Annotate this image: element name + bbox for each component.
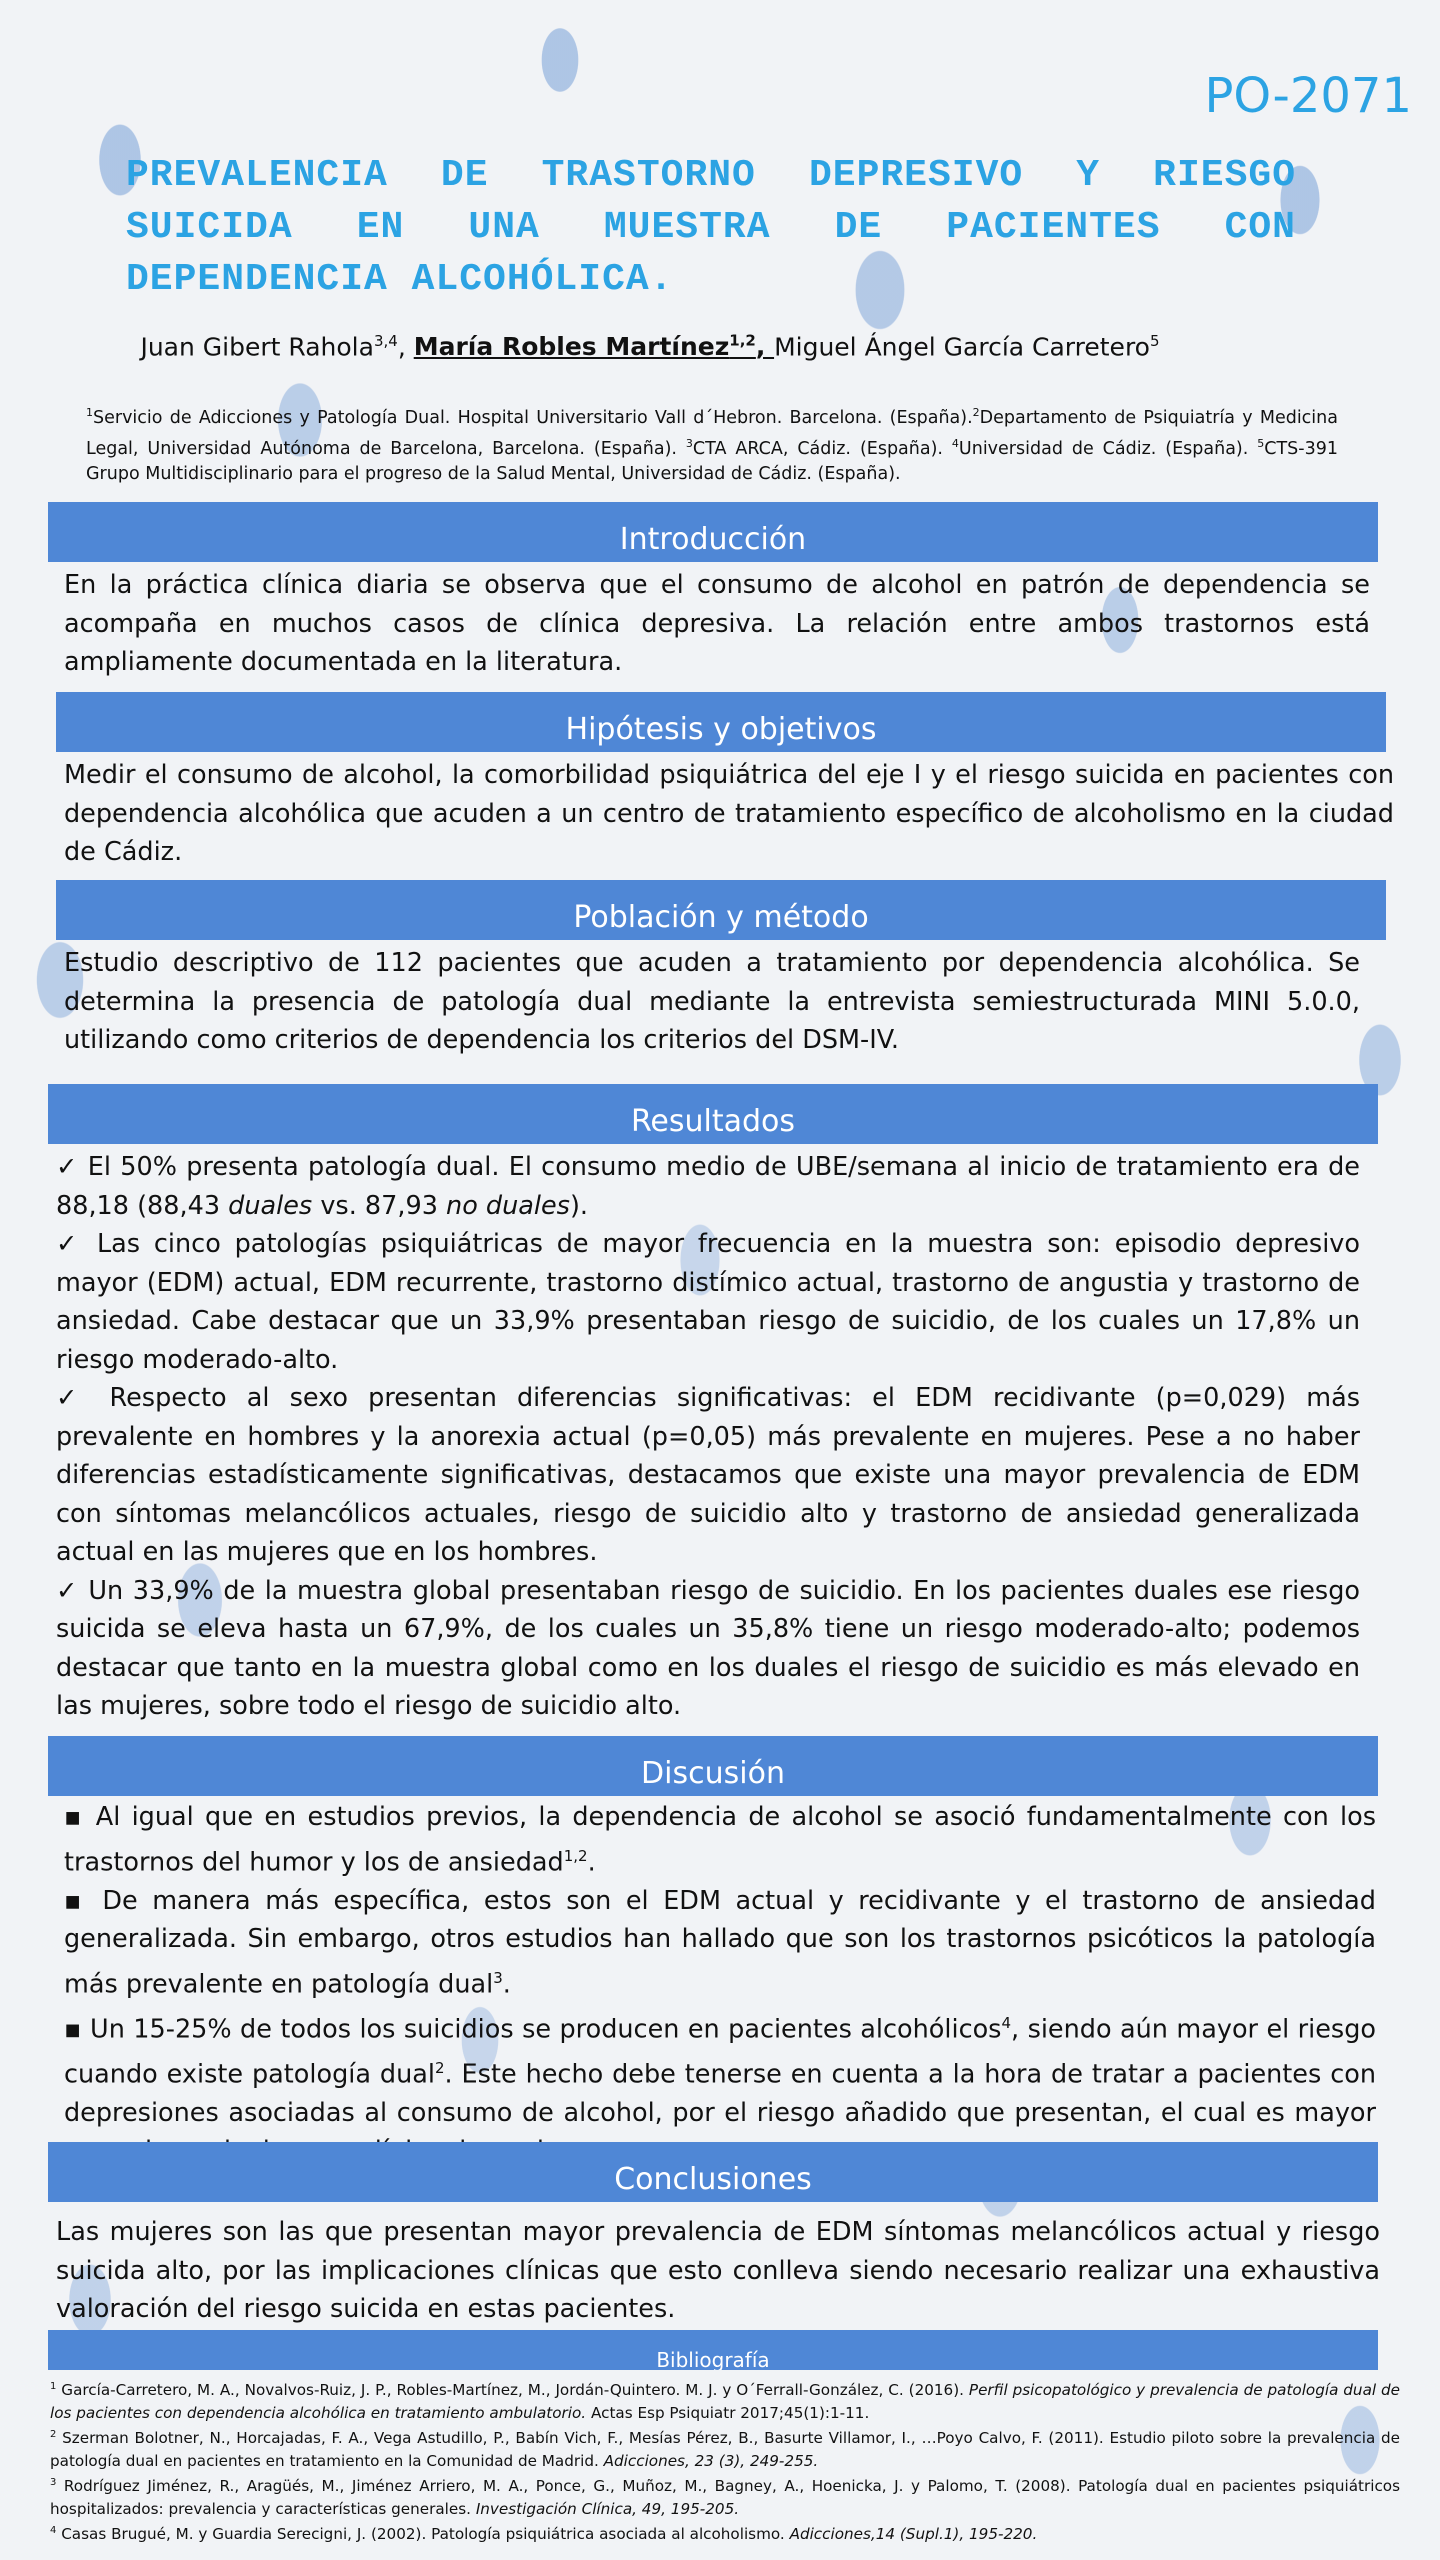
citation-sup: 3 — [493, 1968, 503, 1987]
poster-title: PREVALENCIA DE TRASTORNO DEPRESIVO Y RIESGO SUICIDA EN UNA MUESTRA DE PACIENTES CON DEPENDENCIA ALCOHÓLICA. — [126, 154, 1296, 301]
results-text: ). — [569, 1190, 588, 1221]
section-body-conclusiones: Las mujeres son las que presentan mayor prevalencia de EDM síntomas melancólicos actual y riesgo suicida alto, por las implicaciones clínicas que esto conlleva siendo necesario realizar una exhaustiva valoración del riesgo suicida en estas pacientes. — [56, 2217, 1380, 2324]
author-affiliation-sup: 5 — [1149, 332, 1160, 350]
author-name: Juan Gibert Rahola — [140, 332, 374, 362]
bibliography-item — [50, 2472, 1400, 2520]
square-bullet-icon: ▪ — [64, 1802, 85, 1832]
discussion-text: . — [502, 1969, 511, 1999]
bibliography-item — [50, 2520, 1400, 2546]
affiliation-sup: 3 — [685, 436, 693, 450]
reference-title-italic: Adicciones, 23 (3), 249-255. — [603, 2451, 819, 2470]
reference-title-italic: Perfil psicopatológico y prevalencia de patología dual de los pacientes con dependencia alcohólica en tratamiento ambulatorio. — [50, 2381, 1400, 2422]
citation-sup: 2 — [434, 2058, 445, 2077]
reference-title-italic: Adicciones,14 (Supl.1), 195-220. — [789, 2525, 1038, 2544]
affiliation-sup: 2 — [972, 406, 980, 419]
reference-text: Actas Esp Psiquiatr 2017;45(1):1-11. — [586, 2403, 870, 2422]
section-heading-bibliografia: Bibliografía — [48, 2330, 1378, 2370]
check-icon: ✓ — [56, 1152, 79, 1182]
discussion-item — [64, 1882, 1376, 2004]
affiliation-sup: 5 — [1257, 436, 1265, 450]
check-icon: ✓ — [56, 1383, 90, 1413]
results-text-italic: duales — [228, 1190, 313, 1221]
affiliation-sup: 4 — [951, 436, 959, 450]
section-heading-discusion: Discusión — [48, 1736, 1378, 1796]
section-body-discusion — [64, 1798, 1376, 2171]
section-heading-conclusiones: Conclusiones — [48, 2142, 1378, 2202]
square-bullet-icon: ▪ — [64, 1885, 88, 1916]
bibliography-item — [50, 2424, 1400, 2472]
affiliations — [86, 400, 1338, 487]
reference-title-italic: Investigación Clínica, 49, 195-205. — [475, 2499, 740, 2518]
author-name-presenting — [414, 332, 774, 361]
discussion-text: , siendo aún mayor el riesgo cuando existe patología dual — [64, 2014, 1376, 2089]
reference-number: 1 — [50, 2381, 57, 2392]
section-body-resultados — [56, 1148, 1360, 1726]
affiliation-sup: 1 — [86, 406, 93, 419]
section-body-poblacion: Estudio descriptivo de 112 pacientes que acuden a tratamiento por dependencia alcohólica. Se determina la presencia de patología dual mediante la entrevista semiestructurada MINI 5.0.0, utilizando como criterios de dependencia los criterios del DSM-IV. — [64, 948, 1360, 1055]
citation-sup: 4 — [1001, 2013, 1012, 2032]
section-body-hipotesis: Medir el consumo de alcohol, la comorbilidad psiquiátrica del eje I y el riesgo suicida en pacientes con dependencia alcohólica que acuden a un centro de tratamiento específico de alcoholismo en la ciudad de Cádiz. — [64, 760, 1394, 867]
check-icon: ✓ — [56, 1229, 84, 1259]
results-text: Las cinco patologías psiquiátricas de mayor frecuencia en la muestra son: episodio depresivo mayor (EDM) actual, EDM recurrente, trastorno distímico actual, trastorno de angustia y trastorno de ansiedad. Cabe destacar que un 33,9% presentaban riesgo de suicidio, de los cuales un 17,8% un riesgo moderado-alto. — [56, 1229, 1360, 1375]
results-text-italic: no duales — [446, 1190, 570, 1221]
section-heading-resultados: Resultados — [48, 1084, 1378, 1144]
affiliation-text: Universidad de Cádiz. (España). — [958, 438, 1258, 459]
check-icon: ✓ — [56, 1575, 79, 1606]
results-text: vs. 87,93 — [312, 1190, 447, 1221]
citation-sup: 1,2 — [563, 1846, 588, 1865]
author-name: Miguel Ángel García Carretero — [774, 332, 1150, 362]
results-item — [56, 1572, 1360, 1726]
results-item — [56, 1379, 1360, 1572]
discussion-text: . Este hecho debe tenerse en cuenta a la hora de tratar a pacientes con depresiones asociadas al consumo de alcohol, por el riesgo añadido que presentan, el cual es mayor — [64, 2059, 1376, 2128]
bibliography-item — [50, 2376, 1400, 2424]
reference-text: García-Carretero, M. A., Novalvos-Ruiz, J. P., Robles-Martínez, M., Jordán-Quintero. M. J. y O´Ferrall-González, C. (2016). — [56, 2381, 969, 2400]
results-item — [56, 1148, 1360, 1225]
results-item — [56, 1225, 1360, 1379]
results-text: Respecto al sexo presentan diferencias significativas: el EDM recidivante (p=0,029) más prevalente en hombres y la anorexia actual (p=0,05) más prevalente en mujeres. Pese a no haber diferencias estadísticamente significativas, destacamos que existe una mayor prevalencia de EDM con síntomas melancólicos actuales, riesgo de suicidio alto y trastorno de ansiedad generalizada actual en las mujeres que en los hombres. — [56, 1383, 1360, 1567]
reference-text: Szerman Bolotner, N., Horcajadas, F. A., Vega Astudillo, P., Babín Vich, F., Mesías Pérez, B., Basurte Villamor, I., …Poyo Calvo, F. (2011). Estudio piloto sobre la prevalencia de patología dual en pacientes en tratamiento en la Comunidad de Madrid. — [50, 2429, 1400, 2470]
reference-number: 3 — [50, 2477, 57, 2489]
section-body-introduccion: En la práctica clínica diaria se observa que el consumo de alcohol en patrón de dependencia se acompaña en muchos casos de clínica depresiva. La relación entre ambos trastornos está ampliamente documentada en la literatura. — [64, 570, 1370, 677]
affiliation-text: CTA ARCA, Cádiz. (España). — [692, 438, 952, 459]
section-heading-hipotesis: Hipótesis y objetivos — [56, 692, 1386, 752]
discussion-text: Un 15-25% de todos los suicidios se producen en pacientes alcohólicos — [81, 2014, 1002, 2044]
author-separator: , — [755, 332, 775, 362]
discussion-item — [64, 1798, 1376, 1882]
author-separator: , — [397, 332, 414, 362]
affiliation-text: Servicio de Adicciones y Patología Dual. Hospital Universitario Vall d´Hebron. Barcelona. (España). — [93, 407, 973, 428]
square-bullet-icon: ▪ — [64, 2014, 82, 2044]
reference-number: 4 — [50, 2525, 57, 2537]
author-affiliation-sup: 1,2 — [729, 332, 756, 350]
author-name: María Robles Martínez — [413, 332, 730, 362]
section-heading-introduccion: Introducción — [48, 502, 1378, 562]
author-list — [0, 332, 1440, 361]
affiliation-text: Departamento de Psiquiatría y Medicina Legal, Universidad Autónoma de Barcelona, Barcelona. (España). — [86, 407, 1338, 459]
reference-text: Rodríguez Jiménez, R., Aragüés, M., Jiménez Arriero, M. A., Ponce, G., Muñoz, M., Bagney, A., Hoenicka, J. y Palomo, T. (2008). Patología dual en pacientes psiquiátricos hospitalizados: prevalencia y características generales. — [50, 2477, 1400, 2518]
affiliation-text: CTS-391 Grupo Multidisciplinario para el progreso de la Salud Mental, Universidad de Cádiz. (España). — [86, 438, 1338, 484]
reference-text: Casas Brugué, M. y Guardia Serecigni, J. (2002). Patología psiquiátrica asociada al alcoholismo. — [56, 2525, 790, 2544]
reference-number: 2 — [50, 2429, 57, 2441]
section-heading-poblacion: Población y método — [56, 880, 1386, 940]
results-text: Un 33,9% de la muestra global presentaban riesgo de suicidio. En los pacientes duales ese riesgo suicida se eleva hasta un 67,9%, de los cuales un 35,8% tiene un riesgo moderado-alto; podemos destacar que tanto en la muestra global como en los duales el riesgo de suicidio es más elevado en las mujeres, sobre todo el riesgo de suicidio alto. — [56, 1575, 1360, 1721]
results-text: El 50% presenta patología dual. El consumo medio de UBE/semana al inicio de tratamiento era de 88,18 (88,43 — [56, 1152, 1360, 1221]
poster-code: PO-2071 — [1204, 68, 1412, 124]
author-affiliation-sup: 3,4 — [373, 332, 398, 350]
bibliography-list — [50, 2376, 1400, 2546]
discussion-text: De manera más específica, estos son el EDM actual y recidivante y el trastorno de ansiedad generalizada. Sin embargo, otros estudios han hallado que son los trastornos psicóticos la patología más prevalente en patología dual — [64, 1885, 1376, 1999]
discussion-text: Al igual que en estudios previos, la dependencia de alcohol se asoció fundamentalmente con los trastornos del humor y los de ansiedad — [64, 1802, 1376, 1877]
discussion-text: . — [587, 1847, 596, 1877]
